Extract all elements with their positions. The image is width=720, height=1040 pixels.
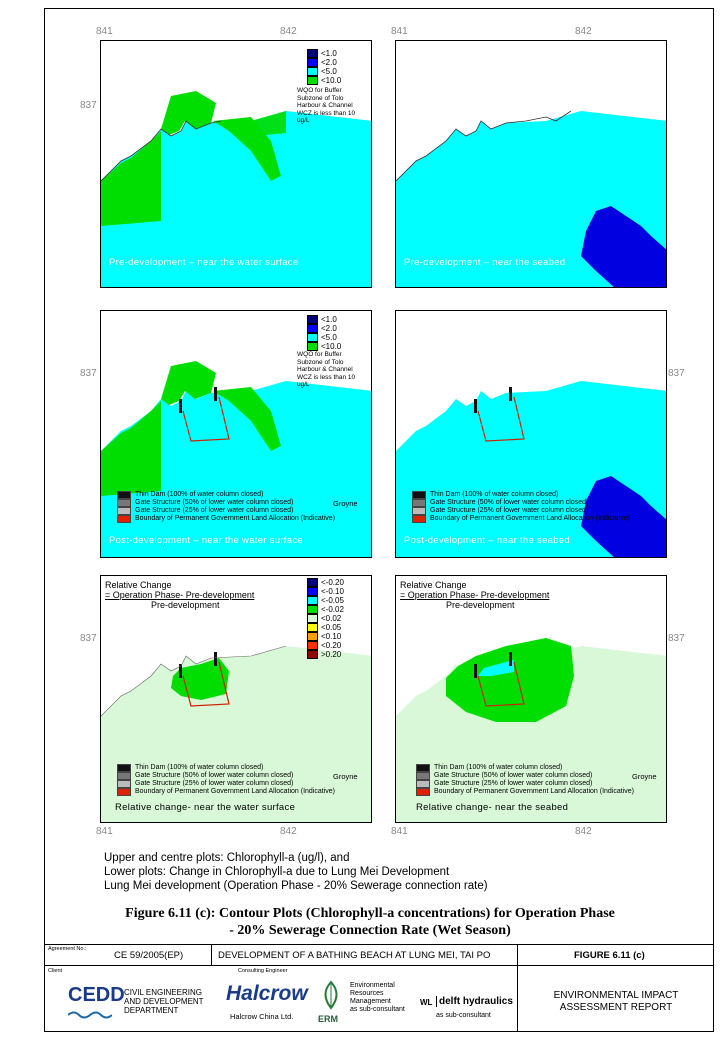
agreement-cell: Agreement No.: CE 59/2005(EP) [44, 944, 212, 966]
project-cell: DEVELOPMENT OF A BATHING BEACH AT LUNG MEI, TAI PO [212, 944, 518, 966]
halcrow-logo: Halcrow [226, 982, 308, 1005]
tick-837: 837 [668, 368, 685, 379]
cedd-wave-icon [68, 1010, 112, 1020]
erm-logo: ERM [318, 1014, 338, 1024]
wqo-note: WQO for Buffer Subzone of Tolo Harbour & Channel WCZ is less than 10 ug/L [297, 351, 356, 388]
groyne-label: Groyne [632, 772, 657, 781]
tick-842: 842 [575, 26, 592, 37]
panel-label: Pre-development – near the seabed [404, 257, 566, 268]
tick-842: 842 [575, 826, 592, 837]
delft-logo: delft hydraulics [436, 996, 513, 1007]
panel-label: Relative change- near the seabed [416, 802, 569, 813]
change-legend: <-0.20 <-0.10 <-0.05 <-0.02 <0.02 <0.05 <0.10 <0.20 >0.20 [307, 578, 344, 659]
figure-caption: Upper and centre plots: Chlorophyll-a (ug/l), and Lower plots: Change in Chlorophyll-a due to Lung Mei Development Lung Mei development (Operation Phase - 20% Sewerage connection rate) [104, 852, 488, 892]
relative-change-title: Relative Change = Operation Phase- Pre-development Pre-development [105, 580, 255, 610]
groyne-label: Groyne [333, 499, 358, 508]
tick-841: 841 [96, 826, 113, 837]
figure-cell: FIGURE 6.11 (c) [518, 944, 714, 966]
contour-map [396, 41, 667, 288]
panel-change-surface [100, 575, 372, 823]
relative-change-title: Relative Change = Operation Phase- Pre-development Pre-development [400, 580, 550, 610]
tick-837: 837 [80, 368, 97, 379]
tick-837: 837 [80, 633, 97, 644]
panel-pre-seabed [395, 40, 667, 288]
panel-label: Post-development – near the seabed [404, 535, 570, 546]
structure-legend: Thin Dam (100% of water column closed) Gate Structure (50% of lower water column closed) Gate Structure (25% of lower water column closed) Boundary of Permanent Government Land Allocation (Indicative) [412, 491, 630, 523]
figure-title: Figure 6.11 (c): Contour Plots (Chlorophyll-a concentrations) for Operation Phase - 20% Sewerage Connection Rate (Wet Season) [125, 906, 615, 938]
tick-841: 841 [391, 26, 408, 37]
panel-label: Relative change- near the water surface [115, 802, 296, 813]
erm-leaf-icon [318, 980, 344, 1010]
tick-837: 837 [80, 100, 97, 111]
structure-legend: Thin Dam (100% of water column closed) Gate Structure (50% of lower water column closed) Gate Structure (25% of lower water column closed) Boundary of Permanent Government Land Allocation (Indicative) [117, 764, 335, 796]
tick-842: 842 [280, 26, 297, 37]
erm-name: Environmental Resources Management as sub-consultant [350, 982, 405, 1013]
panel-label: Post-development – near the water surface [109, 535, 303, 546]
structure-legend: Thin Dam (100% of water column closed) Gate Structure (50% of lower water column closed) Gate Structure (25% of lower water column closed) Boundary of Permanent Government Land Allocation (Indicative) [416, 764, 634, 796]
groyne-label: Groyne [333, 772, 358, 781]
panel-post-surface [100, 310, 372, 558]
cedd-name: CIVIL ENGINEERING AND DEVELOPMENT DEPARTMENT [124, 988, 204, 1015]
concentration-legend: <1.0 <2.0 <5.0 <10.0 [307, 315, 341, 351]
logos-cell: Client Consulting Engineer CEDD CIVIL ENGINEERING AND DEVELOPMENT DEPARTMENT Halcrow Halcrow China Ltd. ERM Environmental Resources Management as sub-consultant WL delft hydraulics as sub-consultant [44, 966, 518, 1032]
tick-837: 837 [668, 633, 685, 644]
structure-legend: Thin Dam (100% of water column closed) Gate Structure (50% of lower water column closed) Gate Structure (25% of lower water column closed) Boundary of Permanent Government Land Allocation (Indicative) [117, 491, 335, 523]
tick-841: 841 [96, 26, 113, 37]
tick-842: 842 [280, 826, 297, 837]
tick-841: 841 [391, 826, 408, 837]
wqo-note: WQO for Buffer Subzone of Tolo Harbour & Channel WCZ is less than 10 ug/L [297, 87, 356, 124]
panel-pre-surface [100, 40, 372, 288]
wl-logo: WL [420, 998, 433, 1007]
cedd-logo: CEDD [68, 984, 125, 1006]
concentration-legend: <1.0 <2.0 <5.0 <10.0 [307, 49, 341, 85]
report-name: ENVIRONMENTAL IMPACT ASSESSMENT REPORT [553, 990, 679, 1013]
panel-label: Pre-development – near the water surface [109, 257, 299, 268]
panel-change-seabed [395, 575, 667, 823]
panel-post-seabed [395, 310, 667, 558]
